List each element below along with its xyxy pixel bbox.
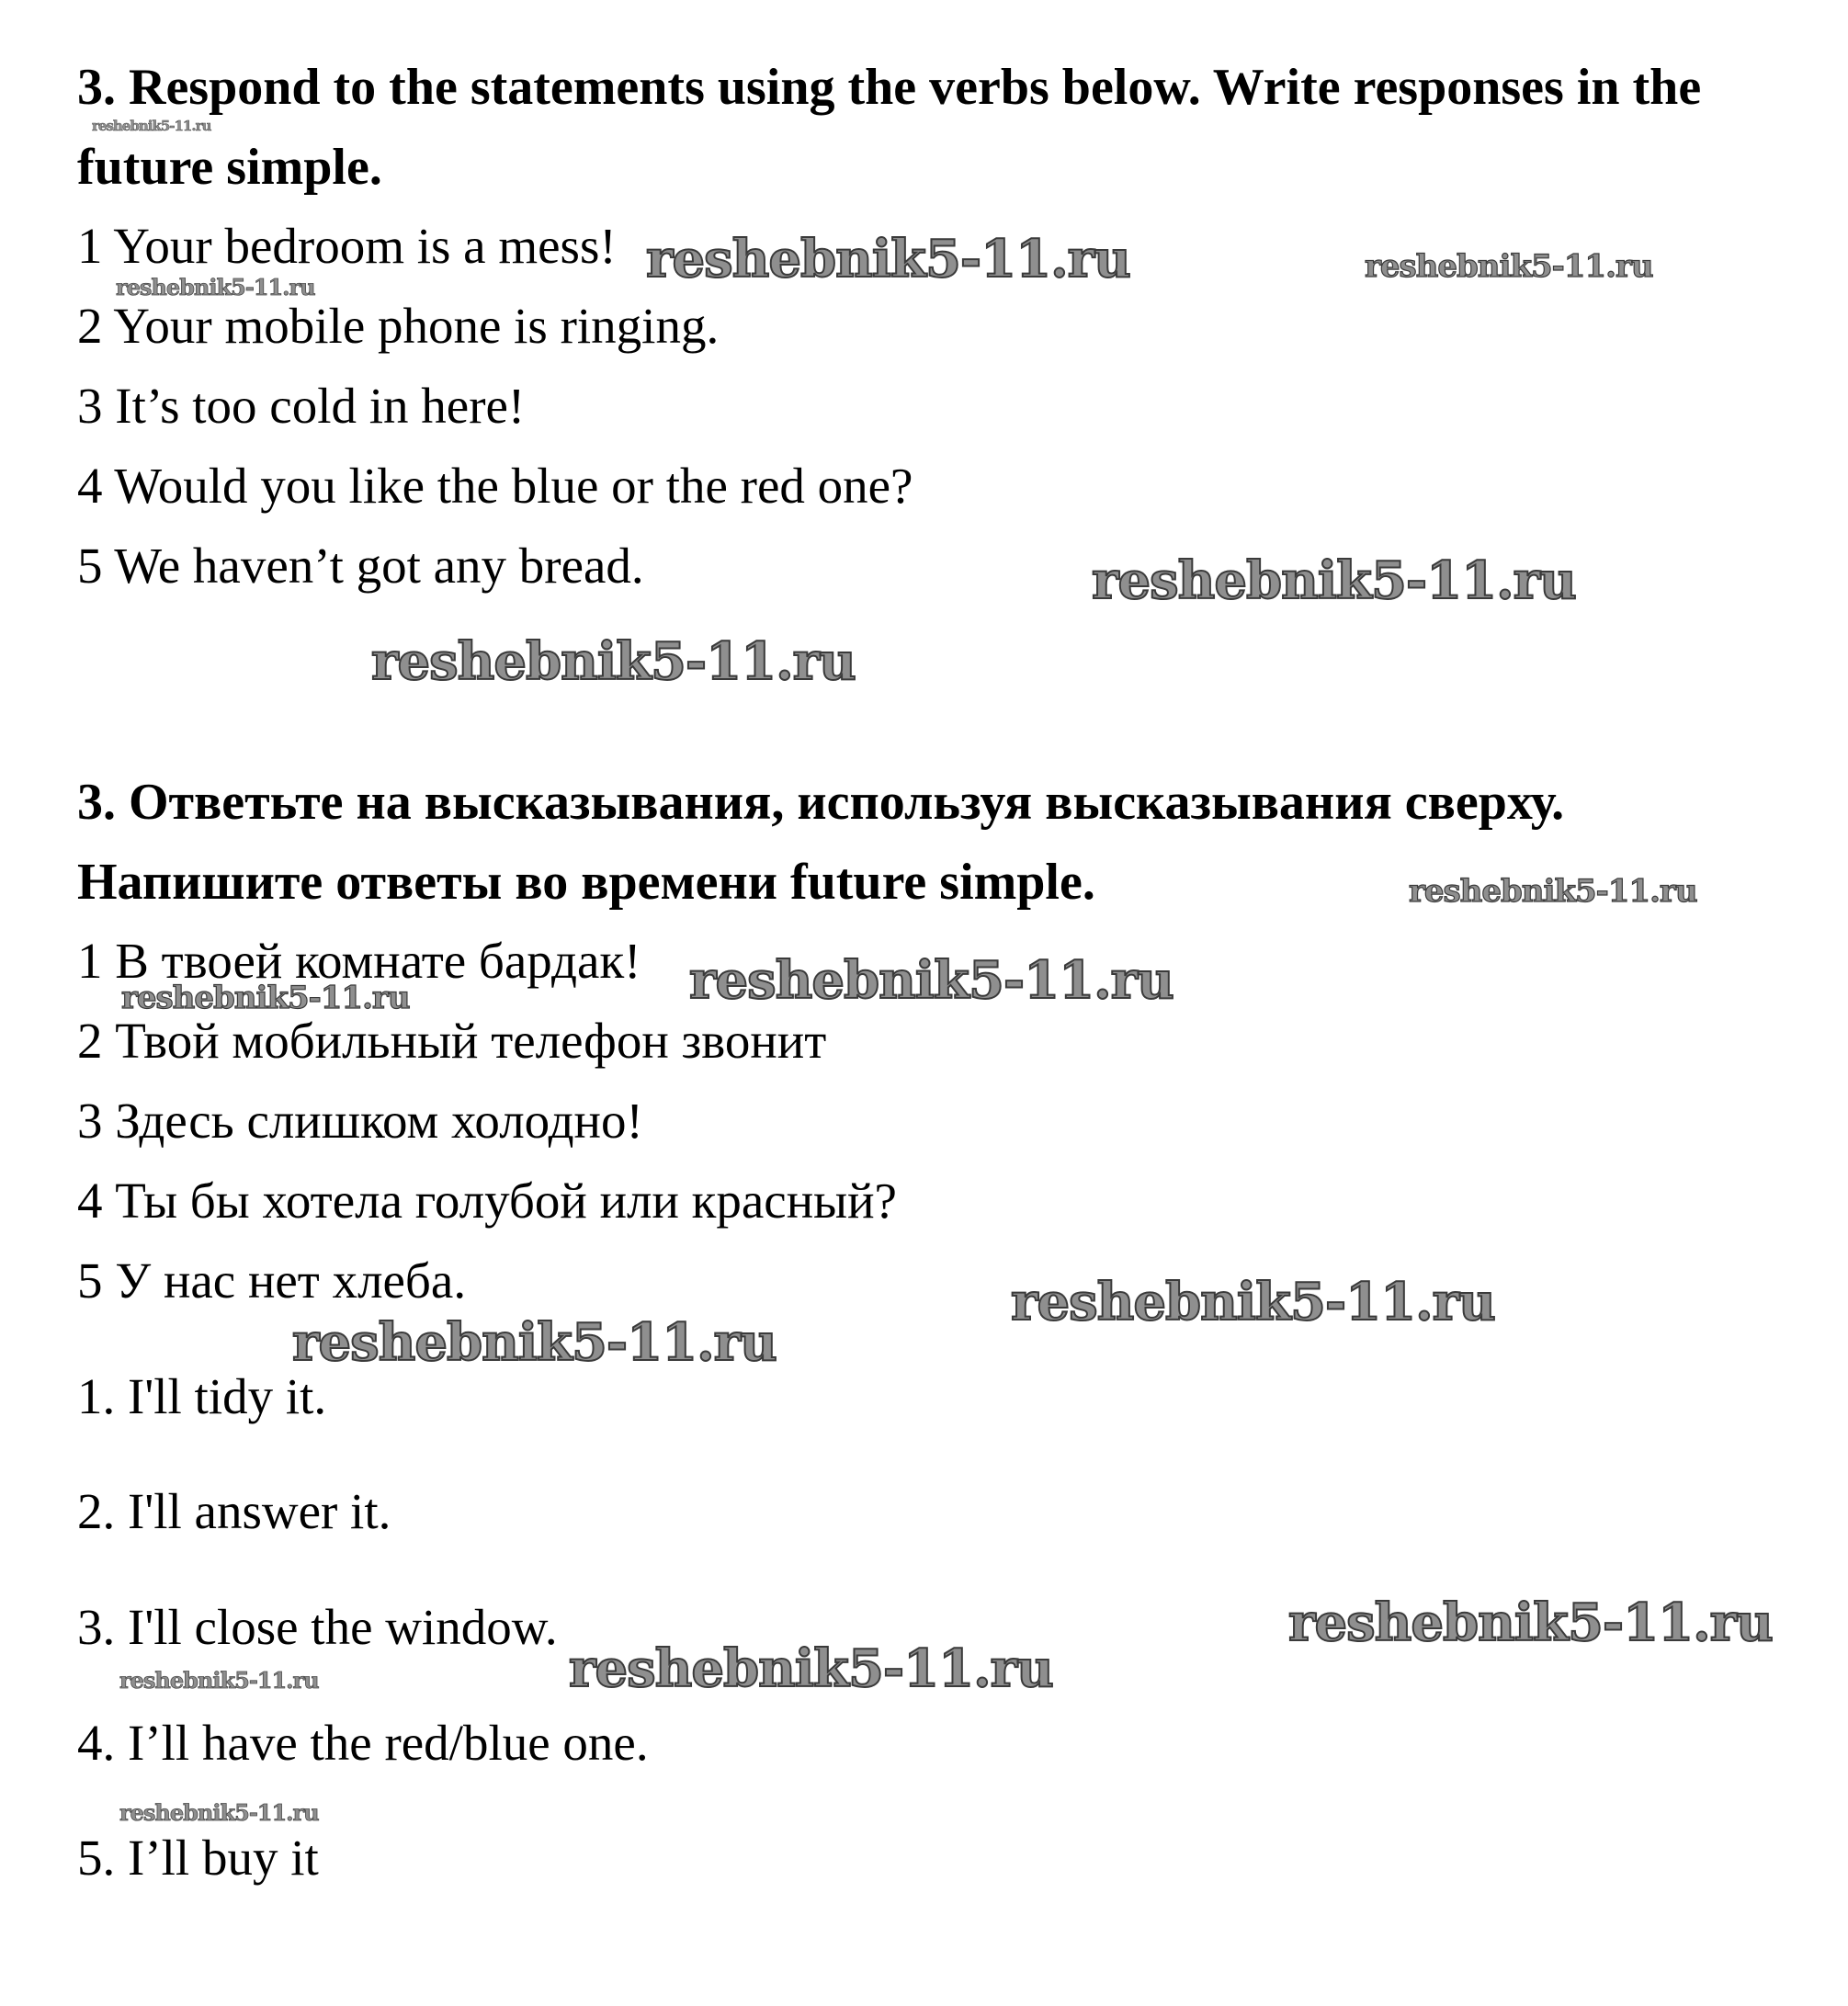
watermark: reshebnik5-11.ru [119,1667,319,1694]
watermark: reshebnik5-11.ru [1409,873,1697,910]
answer-1: 1. I'll tidy it. [77,1368,327,1424]
watermark: reshebnik5-11.ru [116,274,315,300]
russian-item-1: 1 В твоей комнате бардак! [77,933,641,989]
watermark: reshebnik5-11.ru [371,631,856,692]
watermark: reshebnik5-11.ru [1365,248,1653,285]
english-task-title-line-2: future simple. [77,139,382,196]
russian-item-2: 2 Твой мобильный телефон звонит [77,1013,827,1069]
watermark: reshebnik5-11.ru [1288,1592,1773,1653]
watermark: reshebnik5-11.ru [292,1312,777,1373]
english-item-2: 2 Your mobile phone is ringing. [77,298,720,354]
english-item-3: 3 It’s too cold in here! [77,378,526,434]
answer-5: 5. I’ll buy it [77,1830,319,1886]
answer-4: 4. I’ll have the red/blue one. [77,1715,649,1771]
answer-2: 2. I'll answer it. [77,1483,391,1539]
watermark: reshebnik5-11.ru [1011,1272,1495,1332]
watermark: reshebnik5-11.ru [92,118,211,134]
watermark: reshebnik5-11.ru [1092,550,1576,611]
russian-item-5: 5 У нас нет хлеба. [77,1252,467,1309]
russian-item-4: 4 Ты бы хотела голубой или красный? [77,1173,897,1229]
watermark: reshebnik5-11.ru [569,1638,1053,1699]
answer-3: 3. I'll close the window. [77,1599,558,1655]
english-item-4: 4 Would you like the blue or the red one? [77,458,913,514]
russian-task-title-line-2: Напишите ответы во времени future simple. [77,854,1095,911]
russian-item-3: 3 Здесь слишком холодно! [77,1093,643,1149]
english-item-5: 5 We haven’t got any bread. [77,538,644,594]
russian-task-title-line-1: 3. Ответьте на высказывания, используя высказывания сверху. [77,774,1565,831]
watermark: reshebnik5-11.ru [121,980,410,1016]
watermark: reshebnik5-11.ru [119,1799,319,1826]
english-task-title-line-1: 3. Respond to the statements using the verbs below. Write responses in the [77,59,1702,116]
watermark: reshebnik5-11.ru [646,229,1130,289]
watermark: reshebnik5-11.ru [689,950,1173,1011]
english-item-1: 1 Your bedroom is a mess! [77,218,617,274]
